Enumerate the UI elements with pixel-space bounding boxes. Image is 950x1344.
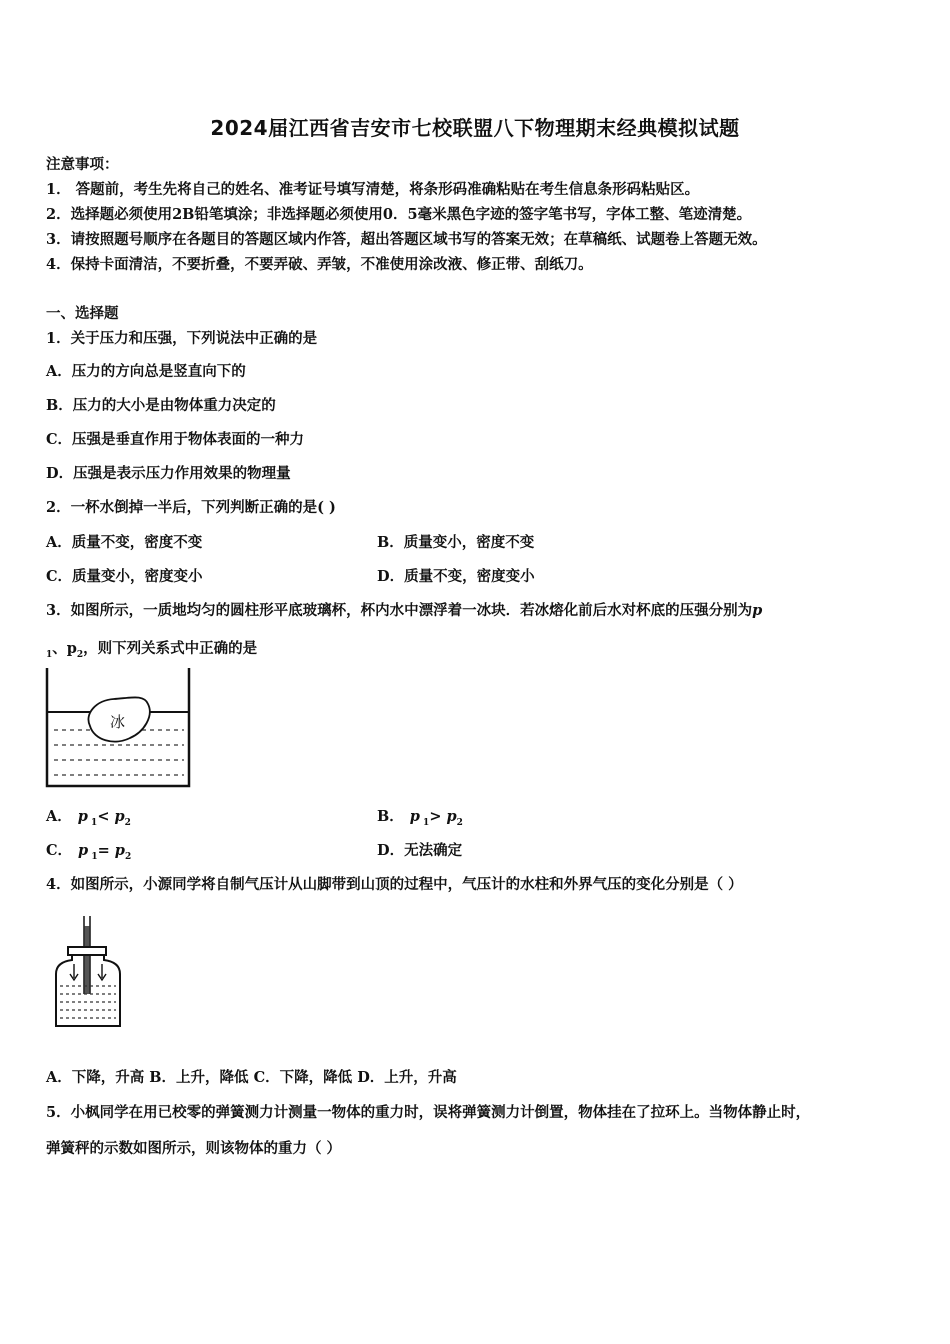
q4-options: A．下降，升高 B．上升，降低 C．下降，降低 D．上升，升高 — [46, 1069, 457, 1086]
q1-stem: 1．关于压力和压强，下列说法中正确的是 — [46, 330, 318, 347]
q3-option-a: A． p $_1< p_2$ — [46, 808, 131, 828]
notice-item-1: 1． 答题前，考生先将自己的姓名、准考证号填写清楚，将条形码准确粘贴在考生信息条形码粘贴区。 — [46, 181, 700, 198]
page-title: 2024届江西省吉安市七校联盟八下物理期末经典模拟试题 — [210, 116, 740, 140]
q1-option-d: D．压强是表示压力作用效果的物理量 — [46, 465, 291, 482]
glass-with-ice-figure — [44, 666, 194, 790]
q3-option-d: D．无法确定 — [377, 842, 463, 859]
barometer-bottle-figure — [50, 914, 126, 1032]
q3-option-c: C． p $_1= p_2$ — [46, 842, 132, 862]
q2-option-c: C．质量变小，密度变小 — [46, 568, 203, 585]
section-heading: 一、选择题 — [46, 305, 119, 322]
notice-item-2: 2．选择题必须使用2B铅笔填涂；非选择题必须使用0．5毫米黑色字迹的签字笔书写，字体工整、笔迹清楚。 — [46, 206, 752, 223]
q2-option-a: A．质量不变，密度不变 — [46, 534, 203, 551]
q2-option-d: D．质量不变，密度变小 — [377, 568, 535, 585]
q2-stem: 2．一杯水倒掉一半后，下列判断正确的是( ) — [46, 499, 336, 516]
notice-item-4: 4．保持卡面清洁，不要折叠，不要弄破、弄皱，不准使用涂改液、修正带、刮纸刀。 — [46, 256, 593, 273]
q5-stem-line1: 5．小枫同学在用已校零的弹簧测力计测量一物体的重力时，误将弹簧测力计倒置，物体挂在了拉环上。当物体静止时， — [46, 1104, 811, 1121]
q5-stem-line2: 弹簧秤的示数如图所示，则该物体的重力（ ） — [46, 1140, 342, 1157]
q3-stem-line1: 3．如图所示，一质地均匀的圆柱形平底玻璃杯，杯内水中漂浮着一冰块．若冰熔化前后水对杯底的压强分别为p — [46, 602, 763, 619]
q1-option-b: B．压力的大小是由物体重力决定的 — [46, 397, 276, 414]
notice-heading: 注意事项： — [46, 156, 119, 173]
q1-option-a: A．压力的方向总是竖直向下的 — [46, 363, 246, 380]
notice-item-3: 3．请按照题号顺序在各题目的答题区域内作答，超出答题区域书写的答案无效；在草稿纸、试题卷上答题无效。 — [46, 231, 767, 248]
ice-label: 冰 — [110, 713, 126, 731]
q3-stem-line2: $_1$、$p_2$，则下列关系式中正确的是 — [46, 640, 258, 660]
q3-option-b: B． p $_1> p_2$ — [377, 808, 463, 828]
q2-option-b: B．质量变小，密度不变 — [377, 534, 535, 551]
q4-stem: 4．如图所示，小源同学将自制气压计从山脚带到山顶的过程中，气压计的水柱和外界气压的变化分别是（ ） — [46, 876, 743, 893]
q1-option-c: C．压强是垂直作用于物体表面的一种力 — [46, 431, 305, 448]
